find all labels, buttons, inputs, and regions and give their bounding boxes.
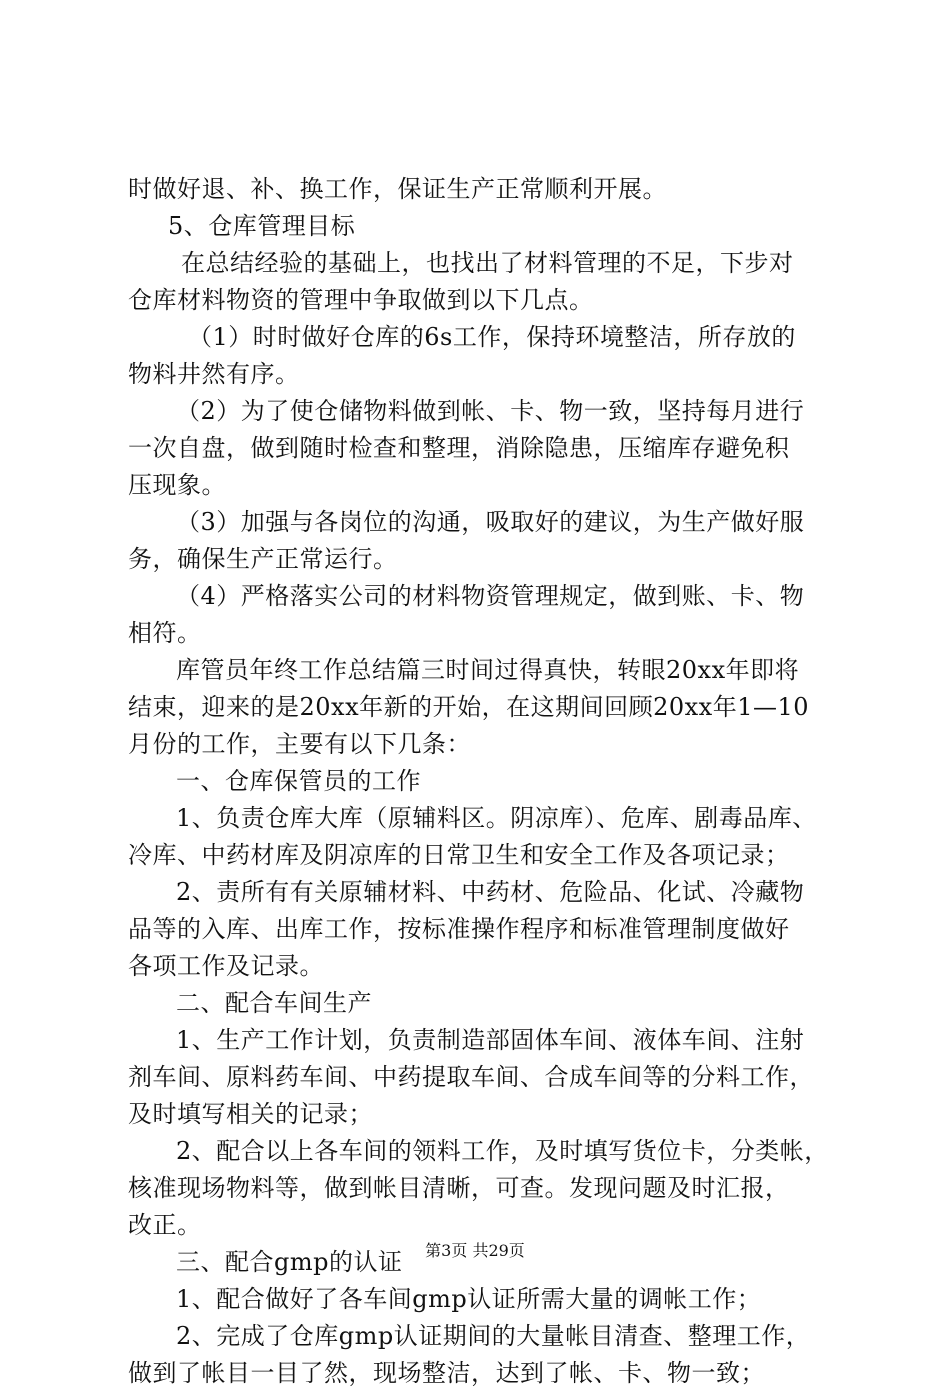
paragraph-line: 物料井然有序。 — [128, 360, 300, 388]
paragraph-line: 2、责所有有关原辅材料、中药材、危险品、化试、冷藏物 — [176, 878, 805, 906]
paragraph-line: 2、完成了仓库gmp认证期间的大量帐目清查、整理工作， — [176, 1322, 811, 1350]
paragraph-line: （4）严格落实公司的材料物资管理规定，做到账、卡、物 — [176, 582, 805, 610]
paragraph-line: 改正。 — [128, 1211, 202, 1239]
paragraph-line: （1）时时做好仓库的6s工作，保持环境整洁，所存放的 — [188, 323, 796, 351]
paragraph-line: 压现象。 — [128, 471, 226, 499]
paragraph-line: 在总结经验的基础上，也找出了材料管理的不足，下步对 — [181, 249, 794, 277]
paragraph-line: 1、负责仓库大库（原辅料区。阴凉库）、危库、剧毒品库、 — [176, 804, 817, 832]
paragraph-line: 时做好退、补、换工作，保证生产正常顺利开展。 — [128, 175, 667, 203]
paragraph-line: 1、配合做好了各车间gmp认证所需大量的调帐工作； — [176, 1285, 762, 1313]
paragraph-line: （3）加强与各岗位的沟通，吸取好的建议，为生产做好服 — [176, 508, 805, 536]
paragraph-line: 1、生产工作计划，负责制造部固体车间、液体车间、注射 — [176, 1026, 805, 1054]
paragraph-line: 做到了帐目一目了然，现场整洁，达到了帐、卡、物一致； — [128, 1359, 765, 1387]
paragraph-line: 库管员年终工作总结篇三时间过得真快，转眼20xx年即将 — [176, 656, 800, 684]
paragraph-line: 5、仓库管理目标 — [168, 212, 356, 240]
page-footer: 第3页 共29页 — [425, 1241, 525, 1260]
paragraph-line: 仓库材料物资的管理中争取做到以下几点。 — [128, 286, 594, 314]
paragraph-line: 2、配合以上各车间的领料工作，及时填写货位卡，分类帐， — [176, 1137, 829, 1165]
paragraph-line: 相符。 — [128, 619, 202, 647]
paragraph-line: （2）为了使仓储物料做到帐、卡、物一致，坚持每月进行 — [176, 397, 805, 425]
document-body — [128, 171, 838, 1392]
paragraph-line: 剂车间、原料药车间、中药提取车间、合成车间等的分料工作， — [128, 1063, 814, 1091]
paragraph-line: 一、仓库保管员的工作 — [176, 767, 421, 795]
paragraph-line: 一次自盘，做到随时检查和整理，消除隐患，压缩库存避免积 — [128, 434, 790, 462]
paragraph-line: 结束，迎来的是20xx年新的开始，在这期间回顾20xx年1—10 — [128, 693, 810, 721]
paragraph-line: 品等的入库、出库工作，按标准操作程序和标准管理制度做好 — [128, 915, 790, 943]
paragraph-line: 务，确保生产正常运行。 — [128, 545, 398, 573]
paragraph-line: 二、配合车间生产 — [176, 989, 372, 1017]
paragraph-line: 月份的工作，主要有以下几条： — [128, 730, 471, 758]
paragraph-line: 及时填写相关的记录； — [128, 1100, 373, 1128]
paragraph-line: 三、配合gmp的认证 — [176, 1248, 403, 1276]
paragraph-line: 核准现场物料等，做到帐目清晰，可查。发现问题及时汇报， — [128, 1174, 790, 1202]
paragraph-line: 各项工作及记录。 — [128, 952, 324, 980]
paragraph-line: 冷库、中药材库及阴凉库的日常卫生和安全工作及各项记录； — [128, 841, 790, 869]
